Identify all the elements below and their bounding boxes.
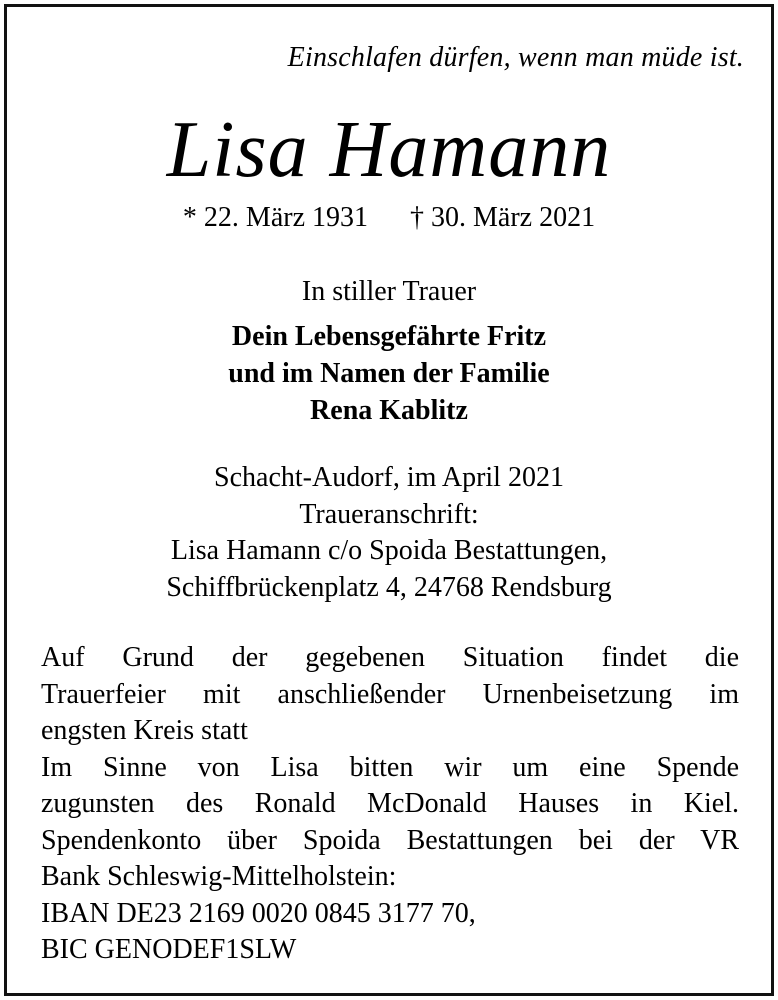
address-line: Schiffbrückenplatz 4, 24768 Rendsburg xyxy=(166,571,612,603)
body-line: Auf Grund der gegebenen Situation findet die xyxy=(41,642,739,673)
mourner-line: Rena Kablitz xyxy=(310,395,468,426)
mourners-block xyxy=(0,318,778,429)
bic-line: BIC GENODEF1SLW xyxy=(41,934,297,965)
life-dates xyxy=(0,200,778,236)
body-line: zugunsten des Ronald McDonald Hauses in Kiel. xyxy=(41,788,739,819)
motto-quote: Einschlafen dürfen, wenn man müde ist. xyxy=(287,42,744,73)
mourning-intro: In stiller Trauer xyxy=(301,276,477,307)
address-block xyxy=(0,460,778,606)
deceased-name: Lisa Hamann xyxy=(166,106,612,194)
place-date-line: Schacht-Audorf, im April 2021 xyxy=(214,462,564,493)
iban-line: IBAN DE23 2169 0020 0845 3177 70, xyxy=(41,897,476,929)
mourner-line: und im Namen der Familie xyxy=(228,358,550,389)
body-line: Bank Schleswig-Mittelholstein: xyxy=(41,861,397,892)
body-line: Trauerfeier mit anschließender Urnenbeisetzung im xyxy=(41,678,739,710)
address-label: Traueranschrift: xyxy=(299,498,479,530)
body-line: Im Sinne von Lisa bitten wir um eine Spende xyxy=(41,751,739,783)
body-line: engsten Kreis statt xyxy=(41,715,248,746)
notice-body xyxy=(41,640,739,969)
death-date: † 30. März 2021 xyxy=(410,202,596,233)
body-line: Spendenkonto über Spoida Bestattungen bei der VR xyxy=(41,824,739,856)
birth-date: * 22. März 1931 xyxy=(182,202,368,233)
mourner-line: Dein Lebensgefährte Fritz xyxy=(231,321,547,352)
address-line: Lisa Hamann c/o Spoida Bestattungen, xyxy=(170,535,608,566)
